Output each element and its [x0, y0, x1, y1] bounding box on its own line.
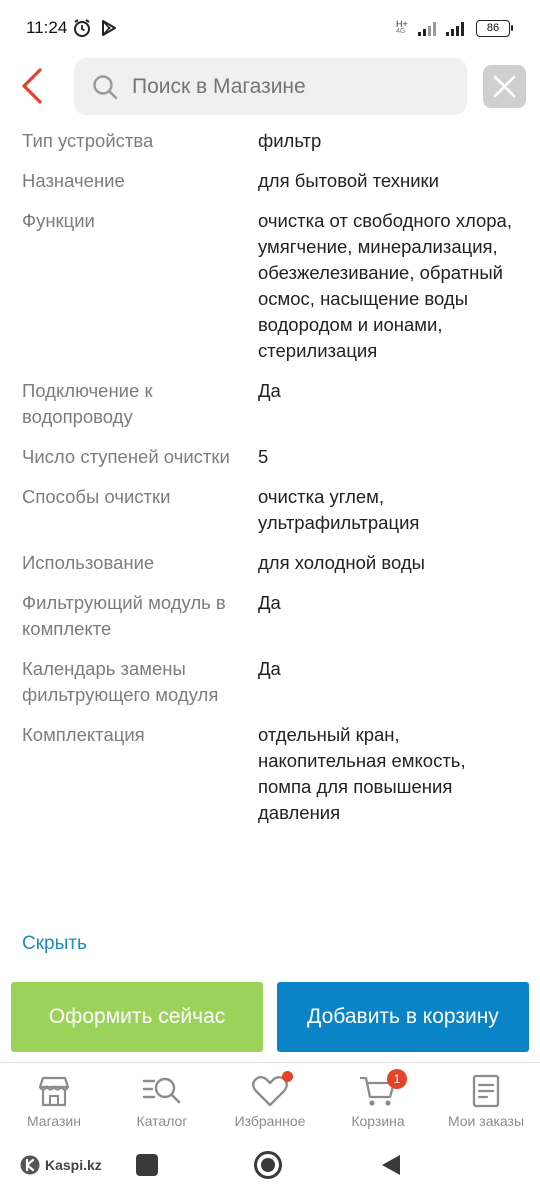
network-type [396, 20, 412, 36]
play-store-icon [100, 19, 118, 37]
spec-value: 5 [258, 446, 269, 467]
alarm-icon [72, 18, 92, 38]
spec-label: Способы очистки [22, 486, 171, 507]
signal-icon [418, 20, 440, 36]
kaspi-logo-icon [20, 1155, 40, 1175]
header [0, 56, 540, 118]
spec-value: для холодной воды [258, 552, 425, 573]
search-bar[interactable] [74, 58, 467, 115]
clear-search-button[interactable] [483, 65, 526, 108]
action-buttons [0, 982, 540, 1052]
spec-row-purpose [0, 168, 540, 194]
add-to-cart-button[interactable]: Добавить в корзину [277, 982, 529, 1052]
spec-label: Использование [22, 552, 155, 573]
spec-value: Да [258, 658, 281, 679]
spec-label: Подключение к водопроводу [22, 380, 153, 427]
spec-label: Число ступеней очистки [22, 446, 230, 467]
battery-indicator: 86 [476, 20, 510, 37]
spec-value: отдельный кран, накопительная емкость, помпа для повышения давления [258, 724, 466, 823]
nav-label-favorites: Избранное [234, 1113, 306, 1129]
spec-value: фильтр [258, 130, 322, 151]
spec-row-functions [0, 208, 540, 364]
spec-label: Тип устройства [22, 130, 154, 151]
spec-row-package [0, 722, 540, 826]
spec-value: Да [258, 380, 281, 401]
spec-value: Да [258, 592, 281, 613]
kaspi-brand [20, 1154, 102, 1176]
status-indicators [396, 18, 510, 38]
back-arrow-icon[interactable] [14, 62, 52, 110]
spec-row-replacement-calendar [0, 656, 540, 708]
spec-row-water-connection [0, 378, 540, 430]
home-button-icon[interactable] [253, 1150, 283, 1180]
spec-label: Назначение [22, 170, 125, 191]
status-time: 11:24 [26, 18, 68, 37]
signal-icon-2 [446, 20, 470, 36]
network-sub-label: 4G [396, 28, 406, 35]
spec-value: для бытовой техники [258, 170, 439, 191]
network-label: H+ [396, 19, 408, 29]
nav-label-catalog: Каталог [136, 1113, 188, 1129]
nav-item-favorites[interactable] [216, 1063, 324, 1145]
close-icon [493, 75, 516, 98]
nav-label-shop: Магазин [26, 1113, 81, 1129]
status-bar [0, 0, 540, 56]
spec-value: очистка от свободного хлора, умягчение, минерализация, обезжелезивание, обратный осмос, насыщение воды водородом и ионами, стерилизация [258, 210, 512, 361]
system-nav-bar [0, 1144, 540, 1200]
spec-row-module-included [0, 590, 540, 642]
spec-value: очистка углем, ультрафильтрация [258, 486, 420, 533]
spec-row-usage [0, 550, 540, 576]
shop-icon [34, 1073, 74, 1109]
nav-label-cart: Корзина [351, 1113, 405, 1129]
catalog-icon [142, 1073, 182, 1109]
spec-label: Фильтрующий модуль в комплекте [22, 592, 226, 639]
search-input[interactable] [132, 58, 452, 115]
favorites-indicator-dot [282, 1071, 293, 1082]
spec-label: Функции [22, 210, 95, 231]
nav-item-orders[interactable] [432, 1063, 540, 1145]
bottom-nav [0, 1062, 540, 1144]
spec-list [0, 128, 540, 840]
nav-item-catalog[interactable] [108, 1063, 216, 1145]
spec-row-stages [0, 444, 540, 470]
nav-label-orders: Мои заказы [447, 1113, 525, 1129]
search-icon [92, 74, 118, 100]
spec-row-device-type [0, 128, 540, 154]
spec-label: Календарь замены фильтрующего модуля [22, 658, 219, 705]
cart-count-badge: 1 [387, 1069, 407, 1089]
kaspi-brand-label: Kaspi.kz [45, 1157, 102, 1173]
spec-row-cleaning-methods [0, 484, 540, 536]
nav-item-shop[interactable] [0, 1063, 108, 1145]
orders-icon [466, 1073, 506, 1109]
order-now-button[interactable]: Оформить сейчас [11, 982, 263, 1052]
recent-apps-button[interactable] [136, 1154, 158, 1176]
hide-specs-link[interactable]: Скрыть [22, 933, 87, 954]
spec-label: Комплектация [22, 724, 145, 745]
nav-item-cart[interactable] [324, 1063, 432, 1145]
system-back-icon[interactable] [380, 1153, 402, 1177]
